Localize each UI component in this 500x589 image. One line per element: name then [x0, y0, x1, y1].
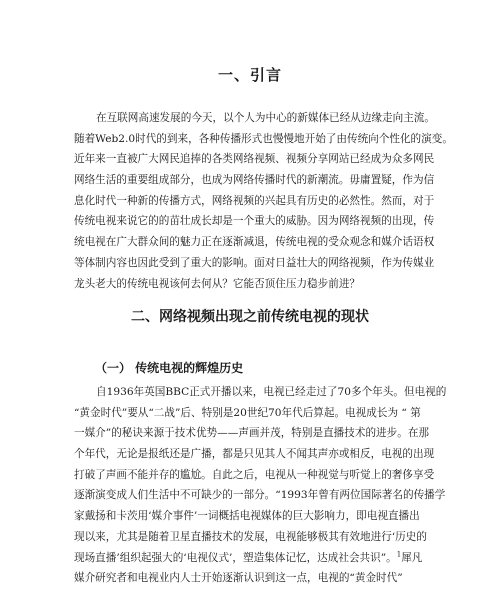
paragraph-line: 媒介研究者和电视业内人士开始逐渐认识到这一点，电视的“黄金时代” [74, 572, 403, 585]
paragraph-line: 随着Web2.0时代的到来，各种传播形式也慢慢地开始了由传统向个性化的演变。 [74, 132, 453, 145]
history-paragraph [74, 382, 447, 589]
paragraph-line: 在互联网高速发展的今天，以个人为中心的新媒体已经从边缘走向主流。 [96, 112, 435, 124]
paragraph-line [74, 548, 434, 569]
paragraph-line: 息化时代一种新的传播方式，网络视频的兴起具有历史的必然性。然而，对于 [74, 194, 435, 207]
paragraph-line: 等体制内容也因此受到了重大的影响。面对日益壮大的网络视频，作为传媒业 [74, 256, 435, 269]
intro-paragraph [74, 108, 453, 294]
section-heading-tv-status: 二、网络视频出现之前传统电视的现状 [131, 309, 369, 325]
paragraph-line: 逐渐演变成人们生活中不可缺少的一部分。“1993年曾有两位国际著名的传播学 [74, 489, 446, 502]
paragraph-line: 个年代，无论是报纸还是广播，都是只见其人不闻其声亦或相反，电视的出现 [74, 448, 435, 461]
paragraph-line: 近年来一直被广大网民追捧的各类网络视频、视频分享网站已经成为众多网民 [74, 153, 435, 166]
paragraph-line: “黄金时代”要从“二战”后、特别是20世纪70年代后算起。电视成长为 “ 第 [74, 406, 421, 419]
paragraph-line: 家戴扬和卡茨用‘媒介事件’一词概括电视媒体的巨大影响力，即电视直播出 [74, 510, 420, 523]
paragraph-line: 一媒介”的秘诀来源于技术优势——声画并茂，特别是直播技术的进步。在那 [74, 427, 430, 440]
paragraph-line-tail: 犀凡 [401, 551, 423, 564]
paragraph-line-text: 现场直播’组织起强大的‘电视仪式’，塑造集体记忆，达成社会共识”。 [74, 551, 397, 564]
footnote-marker[interactable]: 1 [396, 549, 402, 558]
paragraph-line: 传统电视来说它的的苗壮成长却是一个重大的威胁。因为网络视频的出现，传 [74, 215, 435, 228]
subsection-heading-tv-history: （一） 传统电视的辉煌历史 [95, 361, 244, 375]
paragraph-line: 打破了声画不能并存的尴尬。自此之后，电视从一种视觉与听觉上的奢侈享受 [74, 468, 435, 481]
paragraph-line: 现以来，尤其是随着卫星直播技术的发展，电视能够极其有效地进行‘历史的 [74, 530, 427, 543]
paragraph-line: 自1936年英国BBC正式开播以来，电视已经走过了70多个年头。但电视的 [96, 386, 447, 398]
section-heading-introduction: 一、引言 [217, 66, 282, 84]
paragraph-line: 龙头老大的传统电视该何去何从？它能否顶住压力稳步前进？ [74, 277, 361, 290]
paragraph-line: 统电视在广大群众间的魅力正在逐渐减退，传统电视的受众观念和媒介话语权 [74, 236, 435, 249]
paragraph-line: 网络生活的重要组成部分，也成为网络传播时代的新潮流。毋庸置疑，作为信 [74, 174, 435, 187]
